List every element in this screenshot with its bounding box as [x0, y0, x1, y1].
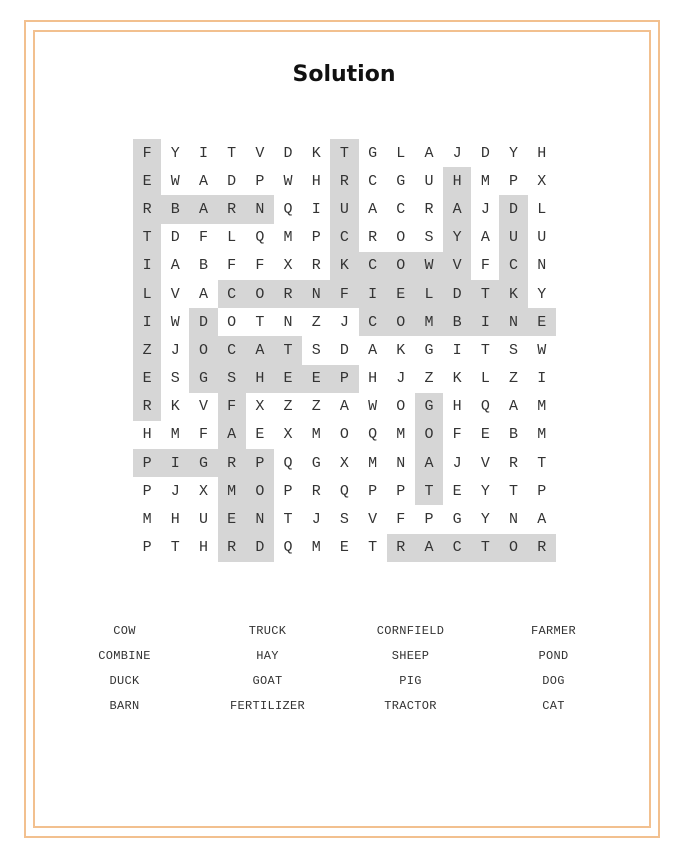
grid-cell: T — [537, 454, 547, 472]
grid-cell: N — [302, 280, 330, 308]
grid-cell: B — [509, 426, 519, 444]
grid-cell: Y — [443, 224, 471, 252]
grid-cell: N — [396, 454, 406, 472]
grid-cell: D — [170, 229, 180, 247]
grid-cell: H — [198, 539, 208, 557]
grid-cell: T — [330, 139, 358, 167]
word-list-item: DOG — [542, 674, 565, 688]
grid-cell: K — [499, 280, 527, 308]
grid-cell: E — [133, 167, 161, 195]
grid-cell: E — [133, 365, 161, 393]
grid-cell: Q — [255, 229, 265, 247]
grid-cell: P — [133, 449, 161, 477]
grid-cell: J — [170, 482, 180, 500]
grid-cell: O — [387, 252, 415, 280]
grid-cell: D — [189, 308, 217, 336]
grid-cell: M — [537, 426, 547, 444]
grid-cell: A — [368, 341, 378, 359]
grid-cell: R — [528, 534, 556, 562]
grid-cell: M — [170, 426, 180, 444]
grid-cell: H — [170, 511, 180, 529]
grid-cell: Y — [509, 144, 519, 162]
grid-cell: F — [198, 229, 208, 247]
grid-cell: T — [283, 511, 293, 529]
grid-cell: A — [443, 195, 471, 223]
grid-cell: G — [189, 449, 217, 477]
grid-cell: W — [368, 398, 378, 416]
word-list-item: FARMER — [530, 624, 576, 638]
grid-cell: D — [227, 172, 237, 190]
grid-cell: R — [424, 200, 434, 218]
grid-cell: H — [537, 144, 547, 162]
grid-cell: F — [330, 280, 358, 308]
grid-cell: H — [452, 398, 462, 416]
grid-cell: W — [170, 313, 180, 331]
grid-cell: I — [133, 252, 161, 280]
grid-cell: S — [218, 365, 246, 393]
grid-cell: K — [170, 398, 180, 416]
grid-cell: M — [396, 426, 406, 444]
grid-cell: F — [198, 426, 208, 444]
grid-cell: D — [443, 280, 471, 308]
grid-cell: A — [415, 534, 443, 562]
grid-cell: W — [415, 252, 443, 280]
grid-cell: U — [424, 172, 434, 190]
grid-cell: Q — [283, 539, 293, 557]
grid-cell: R — [509, 454, 519, 472]
grid-cell: S — [170, 370, 180, 388]
grid-cell: N — [246, 195, 274, 223]
word-list-item: POND — [538, 649, 569, 663]
grid-cell: P — [142, 539, 152, 557]
word-list-item: PIG — [399, 674, 422, 688]
grid-cell: F — [218, 393, 246, 421]
grid-cell: P — [537, 482, 547, 500]
grid-cell: U — [537, 229, 547, 247]
grid-cell: V — [443, 252, 471, 280]
grid-cell: W — [283, 172, 293, 190]
grid-cell: C — [396, 200, 406, 218]
grid-cell: Q — [283, 200, 293, 218]
grid-cell: D — [339, 341, 349, 359]
grid-cell: B — [443, 308, 471, 336]
grid-cell: T — [471, 280, 499, 308]
word-list-item: GOAT — [252, 674, 283, 688]
grid-cell: C — [499, 252, 527, 280]
grid-cell: F — [227, 257, 237, 275]
grid-cell: C — [218, 336, 246, 364]
grid-cell: E — [302, 365, 330, 393]
word-list-item: DUCK — [109, 674, 140, 688]
grid-cell: V — [198, 398, 208, 416]
page-title: Solution — [292, 62, 396, 87]
grid-cell: T — [227, 144, 237, 162]
grid-cell: P — [283, 482, 293, 500]
word-list-item: TRACTOR — [384, 699, 437, 713]
grid-cell: D — [283, 144, 293, 162]
grid-cell: G — [311, 454, 321, 472]
grid-cell: I — [359, 280, 387, 308]
grid-cell: P — [246, 449, 274, 477]
grid-cell: I — [537, 370, 547, 388]
grid-cell: I — [452, 341, 462, 359]
grid-cell: T — [368, 539, 378, 557]
grid-cell: P — [368, 482, 378, 500]
grid-cell: Q — [339, 482, 349, 500]
grid-cell: J — [339, 313, 349, 331]
grid-cell: X — [283, 426, 293, 444]
grid-cell: Q — [283, 454, 293, 472]
word-list-item: CORNFIELD — [376, 624, 445, 638]
word-list-item: COW — [113, 624, 136, 638]
grid-cell: O — [396, 229, 406, 247]
grid-cell: R — [218, 534, 246, 562]
grid-cell: T — [170, 539, 180, 557]
grid-cell: V — [368, 511, 378, 529]
grid-cell: R — [330, 167, 358, 195]
grid-cell: V — [170, 285, 180, 303]
grid-cell: R — [274, 280, 302, 308]
grid-cell: X — [198, 482, 208, 500]
grid-cell: R — [368, 229, 378, 247]
grid-cell: N — [537, 257, 547, 275]
grid-cell: C — [218, 280, 246, 308]
grid-cell: J — [396, 370, 406, 388]
grid-cell: D — [480, 144, 490, 162]
grid-cell: L — [480, 370, 490, 388]
grid-cell: A — [480, 229, 490, 247]
grid-cell: X — [537, 172, 547, 190]
grid-cell: X — [283, 257, 293, 275]
grid-cell: T — [415, 477, 443, 505]
grid-cell: Z — [311, 313, 321, 331]
grid-cell: P — [509, 172, 519, 190]
grid-cell: L — [396, 144, 406, 162]
grid-cell: B — [198, 257, 208, 275]
grid-cell: K — [452, 370, 462, 388]
grid-cell: K — [330, 252, 358, 280]
grid-cell: A — [424, 144, 434, 162]
grid-cell: A — [339, 398, 349, 416]
grid-cell: H — [246, 365, 274, 393]
grid-cell: A — [509, 398, 519, 416]
grid-cell: E — [387, 280, 415, 308]
grid-cell: P — [424, 511, 434, 529]
grid-cell: M — [415, 308, 443, 336]
grid-cell: X — [255, 398, 265, 416]
grid-cell: T — [133, 224, 161, 252]
grid-cell: C — [359, 308, 387, 336]
grid-cell: F — [452, 426, 462, 444]
grid-cell: Z — [133, 336, 161, 364]
grid-cell: Z — [311, 398, 321, 416]
word-search-grid — [133, 139, 556, 562]
grid-cell: E — [218, 505, 246, 533]
grid-cell: O — [246, 280, 274, 308]
grid-cell: E — [452, 482, 462, 500]
grid-cell: N — [283, 313, 293, 331]
grid-cell: E — [528, 308, 556, 336]
grid-cell: M — [311, 539, 321, 557]
grid-cell: I — [161, 449, 189, 477]
grid-cell: G — [368, 144, 378, 162]
grid-cell: F — [133, 139, 161, 167]
grid-cell: R — [218, 195, 246, 223]
grid-cell: A — [368, 200, 378, 218]
grid-cell: L — [415, 280, 443, 308]
grid-cell: A — [189, 195, 217, 223]
grid-cell: U — [330, 195, 358, 223]
word-list-item: FERTILIZER — [229, 699, 305, 713]
word-list-item: TRUCK — [248, 624, 287, 638]
grid-cell: Y — [170, 144, 180, 162]
grid-cell: S — [424, 229, 434, 247]
grid-cell: L — [133, 280, 161, 308]
grid-cell: M — [142, 511, 152, 529]
grid-cell: S — [339, 511, 349, 529]
grid-cell: M — [480, 172, 490, 190]
grid-cell: Y — [537, 285, 547, 303]
grid-cell: W — [537, 341, 547, 359]
grid-cell: P — [330, 365, 358, 393]
grid-cell: Y — [480, 511, 490, 529]
grid-cell: U — [198, 511, 208, 529]
grid-cell: V — [255, 144, 265, 162]
grid-cell: P — [255, 172, 265, 190]
word-list — [53, 624, 625, 714]
grid-cell: R — [387, 534, 415, 562]
grid-cell: P — [311, 229, 321, 247]
grid-cell: R — [218, 449, 246, 477]
grid-cell: X — [339, 454, 349, 472]
grid-cell: S — [311, 341, 321, 359]
grid-cell: W — [170, 172, 180, 190]
grid-cell: E — [274, 365, 302, 393]
grid-cell: O — [415, 421, 443, 449]
grid-cell: H — [443, 167, 471, 195]
grid-cell: G — [396, 172, 406, 190]
grid-cell: H — [311, 172, 321, 190]
grid-cell: M — [537, 398, 547, 416]
grid-cell: N — [246, 505, 274, 533]
grid-cell: G — [452, 511, 462, 529]
grid-cell: K — [396, 341, 406, 359]
grid-cell: F — [255, 257, 265, 275]
grid-cell: A — [170, 257, 180, 275]
grid-cell: C — [330, 224, 358, 252]
grid-cell: G — [189, 365, 217, 393]
grid-cell: A — [198, 285, 208, 303]
grid-cell: Q — [480, 398, 490, 416]
grid-cell: S — [509, 341, 519, 359]
grid-cell: Z — [424, 370, 434, 388]
grid-cell: E — [339, 539, 349, 557]
grid-cell: T — [480, 341, 490, 359]
grid-cell: A — [218, 421, 246, 449]
word-list-item: BARN — [109, 699, 140, 713]
grid-cell: J — [480, 200, 490, 218]
grid-cell: O — [396, 398, 406, 416]
grid-cell: J — [452, 454, 462, 472]
grid-cell: C — [443, 534, 471, 562]
grid-cell: G — [424, 341, 434, 359]
grid-cell: E — [480, 426, 490, 444]
grid-cell: O — [189, 336, 217, 364]
grid-cell: A — [198, 172, 208, 190]
grid-cell: M — [218, 477, 246, 505]
word-list-item: HAY — [256, 649, 279, 663]
grid-cell: N — [509, 511, 519, 529]
grid-cell: E — [255, 426, 265, 444]
grid-cell: O — [227, 313, 237, 331]
grid-cell: U — [499, 224, 527, 252]
grid-cell: G — [415, 393, 443, 421]
grid-cell: C — [368, 172, 378, 190]
grid-cell: C — [359, 252, 387, 280]
grid-cell: L — [537, 200, 547, 218]
grid-cell: R — [133, 393, 161, 421]
grid-cell: A — [537, 511, 547, 529]
grid-cell: L — [227, 229, 237, 247]
grid-cell: J — [170, 341, 180, 359]
grid-cell: T — [471, 534, 499, 562]
grid-cell: R — [311, 257, 321, 275]
grid-cell: O — [499, 534, 527, 562]
grid-cell: O — [246, 477, 274, 505]
grid-cell: R — [311, 482, 321, 500]
word-list-item: CAT — [542, 699, 565, 713]
grid-cell: Z — [283, 398, 293, 416]
word-list-item: COMBINE — [98, 649, 151, 663]
grid-cell: P — [142, 482, 152, 500]
grid-cell: M — [368, 454, 378, 472]
grid-cell: A — [415, 449, 443, 477]
grid-cell: T — [509, 482, 519, 500]
grid-cell: J — [311, 511, 321, 529]
grid-cell: T — [274, 336, 302, 364]
grid-cell: M — [311, 426, 321, 444]
grid-cell: D — [499, 195, 527, 223]
grid-cell: O — [339, 426, 349, 444]
grid-cell: N — [499, 308, 527, 336]
grid-cell: I — [198, 144, 208, 162]
grid-cell: I — [471, 308, 499, 336]
grid-cell: K — [311, 144, 321, 162]
grid-cell: I — [311, 200, 321, 218]
grid-cell: A — [246, 336, 274, 364]
grid-cell: V — [480, 454, 490, 472]
grid-cell: F — [480, 257, 490, 275]
word-list-item: SHEEP — [391, 649, 430, 663]
grid-cell: Z — [509, 370, 519, 388]
grid-cell: B — [161, 195, 189, 223]
grid-cell: T — [255, 313, 265, 331]
grid-cell: I — [133, 308, 161, 336]
grid-cell: Q — [368, 426, 378, 444]
grid-cell: H — [142, 426, 152, 444]
grid-cell: M — [283, 229, 293, 247]
grid-cell: Y — [480, 482, 490, 500]
grid-cell: J — [452, 144, 462, 162]
grid-cell: O — [387, 308, 415, 336]
grid-cell: H — [368, 370, 378, 388]
grid-cell: D — [246, 534, 274, 562]
grid-cell: F — [396, 511, 406, 529]
grid-cell: P — [396, 482, 406, 500]
grid-cell: R — [133, 195, 161, 223]
